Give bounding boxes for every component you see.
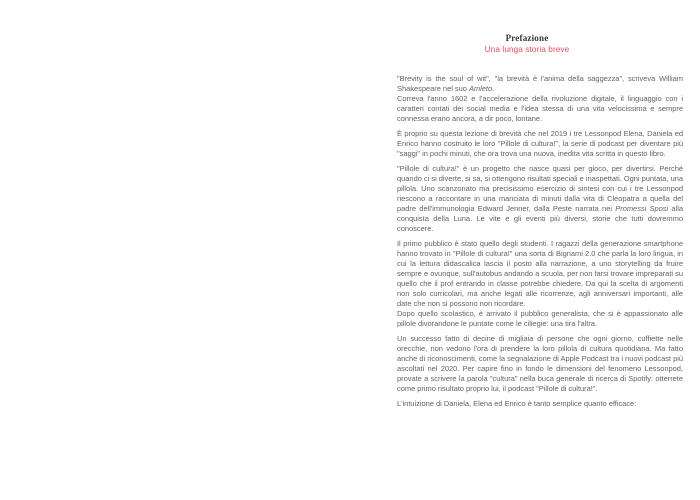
body-paragraph: "Brevity is the soul of wit", "la brevità è l'anima della saggezza", scriveva William Shakespeare nel suo Amleto. bbox=[397, 74, 683, 93]
body-paragraph: Il primo pubblico è stato quello degli studenti. I ragazzi della generazione smartphone hanno trovato in "Pillole di cultura!" una sorta di Bignami 2.0 che parla la loro lingua, in cui la lettura didascalica lascia il posto alla narrazione, a uno storytelling da fruire sempre e ovunque, sull'autobus andando a scuola, per non farsi trovare impreparati su quello che il prof entrando in classe potrebbe chiedere. Da qui la scelta di argomenti non solo curricolari, ma anche legati alle ricorrenze, agli anniversari importanti, alle date che non si possono non ricordare. bbox=[397, 239, 683, 308]
paragraph-block bbox=[397, 164, 683, 234]
body-paragraph: Un successo fatto di decine di migliaia di persone che ogni giorno, cuffiette nelle orecchie, non vedono l'ora di prendere la loro pillola di cultura quotidiana. Ma fatto anche di riconoscimenti, come la segnalazione di Apple Podcast tra i nuovi podcast più ascoltati nel 2020. Per capire fino in fondo le dimensioni del fenomeno Lessonpod, provate a scrivere la parola "cultura" nella buca generale di ricerca di Spotify: otterrete come primo risultato proprio lui, il podcast "Pillole di cultura!". bbox=[397, 334, 683, 393]
paragraph-block bbox=[397, 74, 683, 124]
paragraph-block bbox=[397, 239, 683, 329]
page-title: Prefazione bbox=[505, 33, 549, 43]
body-paragraph: Dopo quello scolastico, è arrivato il pubblico generalista, che si è appassionato alle pillole divorandone le puntate come le ciliegie: una tira l'altra. bbox=[397, 309, 683, 328]
paragraph-block bbox=[397, 399, 683, 409]
chapter-header bbox=[354, 33, 700, 55]
paragraph-block bbox=[397, 129, 683, 159]
body-paragraph: È proprio su questa lezione di brevità che nel 2019 i tre Lessonpod Elena, Daniela ed Enrico hanno costruito le loro "Pillole di cultura!", la serie di podcast per diventare più "saggi" in pochi minuti, che ora trova una nuova, inedita vita scritta in questo libro. bbox=[397, 129, 683, 158]
preface-body-text bbox=[397, 74, 683, 409]
body-paragraph: Correva l'anno 1602 e l'accelerazione della rivoluzione digitale, il linguaggio con i caratteri contati dei social media e l'idea stessa di una vita velocissima e sempre connessa erano ancora, a dir poco, lontane. bbox=[397, 94, 683, 123]
page-subtitle: Una lunga storia breve bbox=[484, 45, 570, 54]
paragraph-block bbox=[397, 334, 683, 394]
body-paragraph: "Pillole di cultura!" è un progetto che nasce quasi per gioco, per divertirsi. Perché quando ci si diverte, si sa, si ottengono risultati speciali e inaspettati. Ogni puntata, una pillola. Uno scanzonato ma precisissimo esercizio di sintesi con cui i tre Lessonpod riescono a raccontare in una manciata di minuti dalla vita di Cleopatra a quella del padre dell'immunologia Edward Jenner, dalla Peste narrata nei Promessi Sposi alla conquista della Luna. Le vite e gli eventi più diversi, storie che tutti dovremmo conoscere. bbox=[397, 164, 683, 233]
right-page-preface bbox=[354, 0, 700, 500]
body-paragraph: L'intuizione di Daniela, Elena ed Enrico è tanto semplice quanto efficace: bbox=[397, 399, 637, 408]
